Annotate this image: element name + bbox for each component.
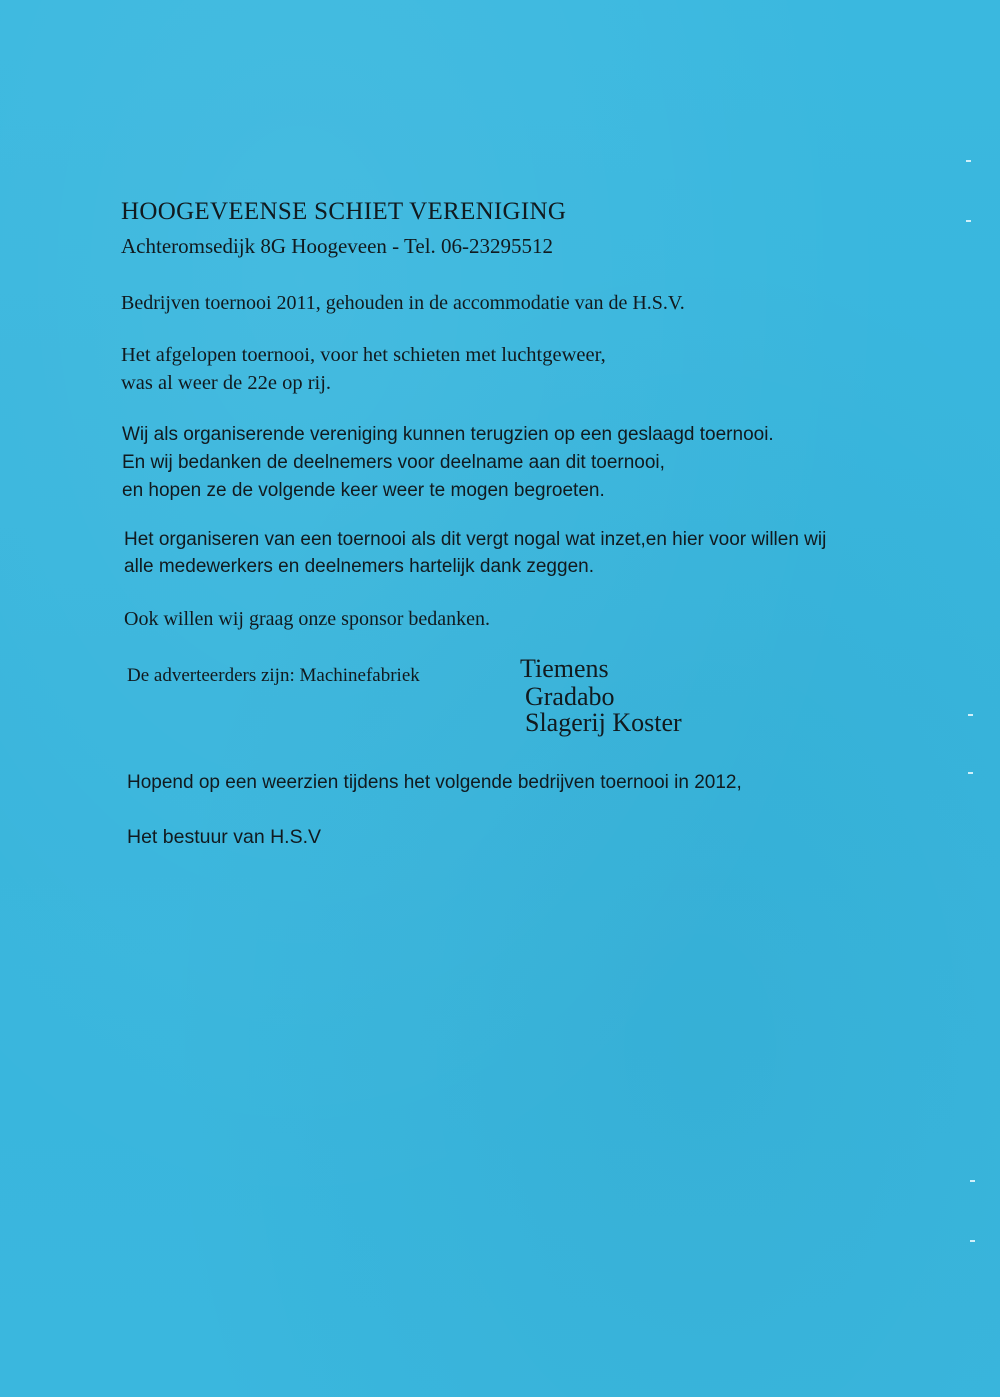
letter-title: HOOGEVEENSE SCHIET VERENIGING xyxy=(121,198,567,225)
closing-line: Hopend op een weerzien tijdens het volgende bedrijven toernooi in 2012, xyxy=(127,772,742,793)
edge-mark xyxy=(968,772,973,774)
signature-line: Het bestuur van H.S.V xyxy=(127,826,322,848)
sponsor-thanks-line: Ook willen wij graag onze sponsor bedanken. xyxy=(124,608,491,630)
paragraph3-line: Het organiseren van een toernooi als dit vergt nogal wat inzet,en hier voor willen wij xyxy=(124,529,827,550)
advertiser-name: Slagerij Koster xyxy=(525,708,682,737)
edge-mark xyxy=(970,1180,975,1182)
advertisers-label: De adverteerders zijn: Machinefabriek xyxy=(127,665,420,686)
paragraph1-line: Het afgelopen toernooi, voor het schieten met luchtgeweer, xyxy=(121,344,606,366)
advertiser-name: Tiemens xyxy=(520,654,609,683)
paragraph2-line: Wij als organiserende vereniging kunnen terugzien op een geslaagd toernooi. xyxy=(122,424,774,445)
edge-mark xyxy=(966,220,971,222)
intro-line: Bedrijven toernooi 2011, gehouden in de accommodatie van de H.S.V. xyxy=(121,292,685,314)
edge-mark xyxy=(966,160,971,162)
advertiser-name: Gradabo xyxy=(525,682,615,711)
paragraph3-line: alle medewerkers en deelnemers hartelijk dank zeggen. xyxy=(124,556,594,577)
letter-address: Achteromsedijk 8G Hoogeveen - Tel. 06-23295512 xyxy=(121,234,554,258)
edge-mark xyxy=(968,714,973,716)
paragraph1-line: was al weer de 22e op rij. xyxy=(121,372,332,394)
paragraph2-line: En wij bedanken de deelnemers voor deelname aan dit toernooi, xyxy=(122,452,665,473)
paragraph2-line: en hopen ze de volgende keer weer te mogen begroeten. xyxy=(122,480,605,501)
edge-mark xyxy=(970,1240,975,1242)
